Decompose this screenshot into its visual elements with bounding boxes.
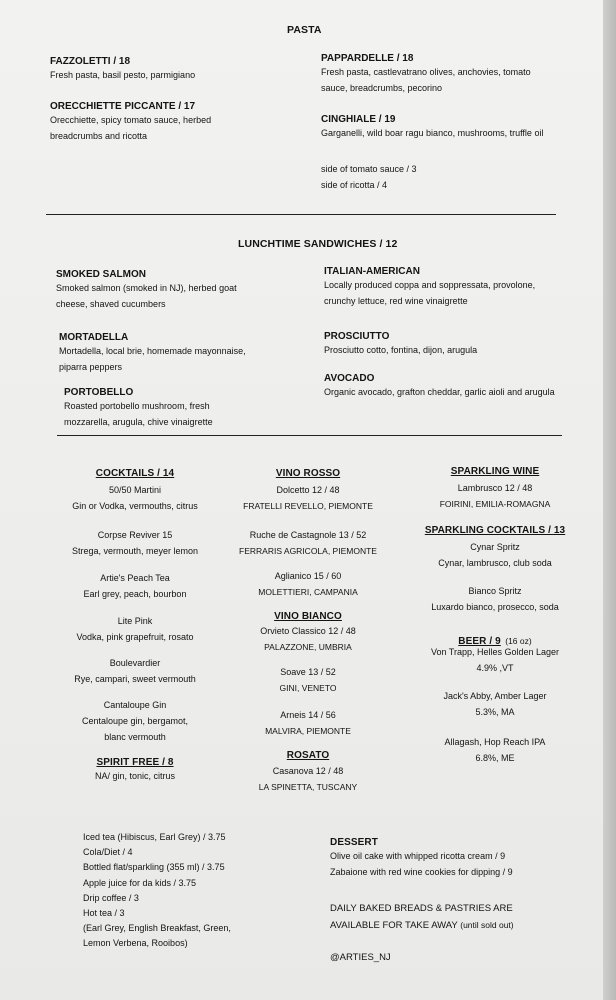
pasta-item-orecchiette (50, 101, 240, 144)
item-desc: Mortadella, local brie, homemade mayonnaise, piparra peppers (59, 346, 246, 372)
item-name: Artie's Peach Tea (100, 573, 170, 583)
item-producer: MOLETTIERI, CAMPANIA (258, 587, 358, 597)
item-desc: Organic avocado, grafton cheddar, garlic aioli and arugula (324, 387, 555, 397)
item-name: Lambrusco 12 / 48 (457, 483, 533, 493)
dessert-item: Olive oil cake with whipped ricotta cream / 9 (330, 851, 506, 861)
spirit-free-heading: SPIRIT FREE / 8 (96, 757, 174, 768)
item-producer: MALVIRA, PIEMONTE (265, 726, 351, 736)
item-name: Boulevardier (109, 658, 161, 668)
item-name: Cantaloupe Gin (103, 700, 167, 710)
item-name: Von Trapp, Helles Golden Lager (430, 647, 560, 657)
item-name: PROSCIUTTO (324, 331, 390, 342)
item-producer: FRATELLI REVELLO, PIEMONTE (243, 501, 373, 511)
wine-item (228, 707, 388, 739)
non-alcoholic-list (83, 830, 283, 952)
item-desc: Luxardo bianco, prosecco, soda (431, 602, 559, 612)
pasta-side-ricotta: side of ricotta / 4 (321, 180, 388, 190)
dessert-item: Zabaione with red wine cookies for dipping / 9 (330, 867, 513, 877)
item-name: Cynar Spritz (470, 542, 520, 552)
cocktails-section (60, 468, 210, 479)
item-name: FAZZOLETTI / 18 (50, 56, 131, 67)
rosato-heading: ROSATO (286, 750, 330, 761)
wine-item (410, 480, 580, 512)
item-desc: Strega, vermouth, meyer lemon (71, 546, 199, 556)
item-desc: Fresh pasta, castlevatrano olives, anchovies, tomato sauce, breadcrumbs, pecorino (321, 67, 531, 93)
notice-small: (until sold out) (460, 920, 514, 930)
item-name: Ruche de Castagnole 13 / 52 (249, 530, 367, 540)
item-desc: Garganelli, wild boar ragu bianco, mushrooms, truffle oil (321, 128, 544, 138)
notice-line: DAILY BAKED BREADS & PASTRIES ARE (330, 903, 513, 914)
sandwich-item-smoked-salmon (56, 269, 256, 312)
list-item: (Earl Grey, English Breakfast, Green, (83, 923, 231, 934)
item-desc: Prosciutto cotto, fontina, dijon, arugula (324, 345, 478, 355)
item-desc: Cynar, lambrusco, club soda (438, 558, 552, 568)
item-name: Lite Pink (117, 616, 153, 626)
sparkling-cocktails-section (405, 525, 585, 536)
item-name: Allagash, Hop Reach IPA (444, 737, 546, 747)
item-name: 50/50 Martini (108, 485, 162, 495)
item-desc: Locally produced coppa and soppressata, provolone, crunchy lettuce, red wine vinaigrette (324, 280, 536, 306)
item-desc: Roasted portobello mushroom, fresh mozzarella, arugula, chive vinaigrette (64, 401, 213, 427)
item-producer: LA SPINETTA, TUSCANY (258, 782, 358, 792)
pasta-heading: PASTA (287, 24, 322, 36)
item-name: Casanova 12 / 48 (272, 766, 344, 776)
item-producer: FOIRINI, EMILIA-ROMAGNA (439, 499, 551, 509)
list-item: Drip coffee / 3 (83, 892, 139, 903)
sandwich-item-mortadella (59, 332, 269, 375)
rosato-section (228, 750, 388, 761)
item-producer: FERRARIS AGRICOLA, PIEMONTE (239, 546, 377, 556)
wine-item (228, 763, 388, 795)
vino-rosso-heading: VINO ROSSO (275, 468, 341, 479)
item-name: Jack's Abby, Amber Lager (443, 691, 547, 701)
sparkling-cocktail-item (410, 583, 580, 615)
item-name: Bianco Spritz (468, 586, 522, 596)
takeaway-notice (330, 901, 580, 934)
item-name: Arneis 14 / 56 (280, 710, 336, 720)
sandwich-item-avocado (324, 373, 574, 400)
wine-item (228, 527, 388, 559)
beer-item (405, 688, 585, 720)
cocktail-item (60, 613, 210, 645)
cocktail-item (60, 527, 210, 559)
sparkling-cocktail-item (410, 539, 580, 571)
dessert-heading: DESSERT (330, 837, 378, 848)
item-name: ORECCHIETTE PICCANTE / 17 (50, 101, 196, 112)
item-name: AVOCADO (324, 373, 375, 384)
divider (57, 435, 562, 436)
item-name: CINGHIALE / 19 (321, 114, 396, 125)
item-desc: Centaloupe gin, bergamot, blanc vermouth (81, 716, 189, 742)
item-name: Dolcetto 12 / 48 (276, 485, 340, 495)
item-name: MORTADELLA (59, 332, 129, 343)
item-name: Soave 13 / 52 (280, 667, 336, 677)
notice-line: AVAILABLE FOR TAKE AWAY (330, 920, 458, 931)
pasta-item-pappardelle (321, 53, 556, 96)
item-name: PAPPARDELLE / 18 (321, 53, 414, 64)
item-name: SMOKED SALMON (56, 269, 146, 280)
item-desc: Fresh pasta, basil pesto, parmigiano (50, 70, 196, 80)
sparkling-cocktails-heading: SPARKLING COCKTAILS / 13 (424, 525, 566, 536)
list-item: Apple juice for da kids / 3.75 (83, 877, 197, 888)
item-name: Aglianico 15 / 60 (274, 571, 342, 581)
list-item: Hot tea / 3 (83, 908, 125, 919)
item-desc: Rye, campari, sweet vermouth (74, 674, 196, 684)
item-desc: NA/ gin, tonic, citrus (94, 771, 176, 781)
item-detail: 5.3%, MA (475, 707, 515, 717)
sandwich-item-prosciutto (324, 331, 564, 358)
vino-bianco-section (228, 611, 388, 622)
item-desc: Earl grey, peach, bourbon (83, 589, 187, 599)
cocktail-item (60, 570, 210, 602)
item-name: Orvieto Classico 12 / 48 (260, 626, 356, 636)
pasta-side-tomato: side of tomato sauce / 3 (321, 164, 417, 174)
cocktail-item (60, 655, 210, 687)
item-detail: 6.8%, ME (475, 753, 515, 763)
cocktail-item (60, 482, 210, 514)
list-item: Cola/Diet / 4 (83, 847, 133, 858)
cocktail-item (75, 697, 195, 745)
spirit-free-section (60, 757, 210, 784)
list-item: Bottled flat/sparkling (355 ml) / 3.75 (83, 862, 225, 873)
beer-item (405, 734, 585, 766)
sandwiches-heading: LUNCHTIME SANDWICHES / 12 (238, 238, 398, 250)
beer-size: (16 oz) (505, 636, 532, 646)
item-detail: 4.9% ,VT (476, 663, 514, 673)
page-edge-background (603, 0, 616, 1000)
wine-item (228, 664, 388, 696)
item-desc: Vodka, pink grapefruit, rosato (76, 632, 194, 642)
beer-heading: BEER / 9 (458, 636, 501, 647)
list-item: Lemon Verbena, Rooibos) (83, 938, 188, 949)
vino-bianco-heading: VINO BIANCO (274, 611, 342, 622)
divider (46, 214, 556, 215)
sandwich-item-portobello (64, 387, 254, 430)
sparkling-wine-section (410, 466, 580, 477)
cocktails-heading: COCKTAILS / 14 (95, 468, 175, 479)
wine-item (228, 568, 388, 600)
item-name: ITALIAN-AMERICAN (324, 266, 420, 277)
wine-item (228, 623, 388, 655)
item-producer: PALAZZONE, UMBRIA (264, 642, 352, 652)
social-handle: @ARTIES_NJ (330, 952, 391, 963)
item-name: PORTOBELLO (64, 387, 134, 398)
item-desc: Orecchiette, spicy tomato sauce, herbed breadcrumbs and ricotta (50, 115, 212, 141)
sparkling-wine-heading: SPARKLING WINE (450, 466, 540, 477)
item-desc: Gin or Vodka, vermouths, citrus (72, 501, 198, 511)
list-item: Iced tea (Hibiscus, Earl Grey) / 3.75 (83, 832, 226, 842)
vino-rosso-section (228, 468, 388, 479)
wine-item (228, 482, 388, 514)
item-name: Corpse Reviver 15 (97, 530, 173, 540)
dessert-section (330, 837, 580, 880)
item-producer: GINI, VENETO (279, 683, 337, 693)
pasta-item-fazzoletti (50, 56, 290, 83)
pasta-item-cinghiale (321, 114, 571, 141)
item-desc: Smoked salmon (smoked in NJ), herbed goat cheese, shaved cucumbers (56, 283, 237, 309)
beer-item (405, 644, 585, 676)
sandwich-item-italian-american (324, 266, 564, 309)
